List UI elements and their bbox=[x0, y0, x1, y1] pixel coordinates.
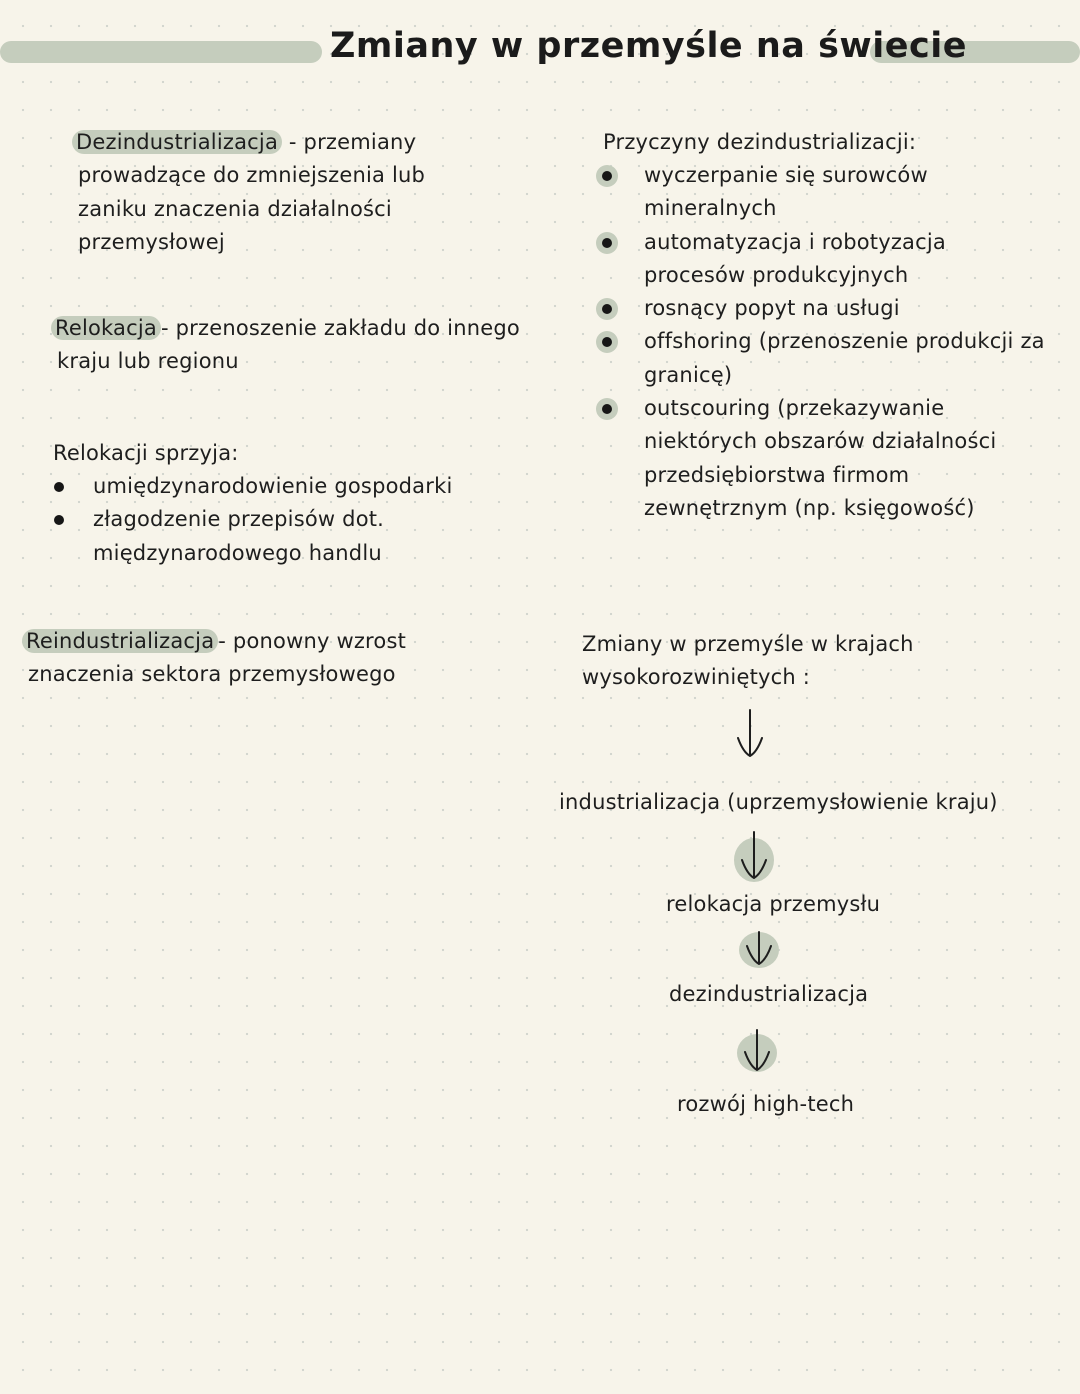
flow-step-high-tech: rozwój high-tech bbox=[677, 1092, 855, 1116]
list-item-text: rosnący popyt na usługi bbox=[644, 296, 900, 321]
relocation-factors-heading: Relokacji sprzyja: bbox=[53, 441, 239, 465]
list-item-text: offshoring (przenoszenie produkcji za bbox=[644, 329, 1045, 354]
list-item-text: outscouring (przekazywanie bbox=[644, 396, 945, 421]
list-item-text: międzynarodowego handlu bbox=[93, 540, 382, 565]
bullet-icon bbox=[602, 171, 612, 181]
down-arrow-icon bbox=[740, 1028, 774, 1074]
definition-line: zaniku znaczenia działalności bbox=[78, 196, 392, 221]
flow-step-relocation: relokacja przemysłu bbox=[666, 892, 881, 916]
flow-heading-line: Zmiany w przemyśle w krajach bbox=[582, 632, 914, 656]
relocation-definition bbox=[57, 312, 520, 379]
list-item bbox=[644, 325, 1045, 392]
deindustrialization-definition bbox=[78, 126, 425, 259]
list-item bbox=[644, 159, 1045, 226]
bullet-icon bbox=[602, 404, 612, 414]
list-item-text: umiędzynarodowienie gospodarki bbox=[93, 474, 453, 498]
flow-step-industrialization: industrializacja (uprzemysłowienie kraju) bbox=[559, 790, 998, 814]
causes-heading: Przyczyny dezindustrializacji: bbox=[603, 130, 917, 154]
list-item-text: zewnętrznym (np. księgowość) bbox=[644, 495, 975, 520]
definition-line: kraju lub regionu bbox=[57, 349, 239, 374]
definition-line bbox=[28, 625, 406, 658]
list-item-text: mineralnych bbox=[644, 196, 777, 221]
list-item-text: złagodzenie przepisów dot. bbox=[93, 507, 385, 532]
list-item-text: granicę) bbox=[644, 362, 733, 387]
list-item bbox=[644, 226, 1045, 293]
definition-line bbox=[78, 126, 425, 159]
relocation-term: Relokacja bbox=[51, 316, 161, 340]
down-arrow-icon bbox=[737, 830, 771, 882]
list-item-text: automatyzacja i robotyzacja bbox=[644, 229, 946, 254]
down-arrow-icon bbox=[733, 708, 767, 760]
deindustrialization-term: Dezindustrializacja bbox=[72, 130, 282, 154]
reindustrialization-term: Reindustrializacja bbox=[22, 629, 218, 653]
bullet-icon bbox=[602, 337, 612, 347]
list-item bbox=[93, 470, 452, 503]
list-item bbox=[644, 392, 1045, 525]
definition-text: - przenoszenie zakładu do innego bbox=[160, 316, 520, 340]
definition-line: przemysłowej bbox=[78, 229, 225, 254]
list-item-text: wyczerpanie się surowców bbox=[644, 163, 928, 187]
page-title: Zmiany w przemyśle na świecie bbox=[330, 26, 967, 66]
list-item-text: niektórych obszarów działalności bbox=[644, 429, 997, 454]
definition-line: znaczenia sektora przemysłowego bbox=[28, 662, 396, 687]
flow-heading-line: wysokorozwiniętych : bbox=[582, 665, 811, 690]
list-item bbox=[93, 503, 452, 570]
list-item-text: procesów produkcyjnych bbox=[644, 262, 909, 287]
bullet-icon bbox=[602, 238, 612, 248]
definition-line bbox=[57, 312, 520, 345]
list-item bbox=[644, 292, 1045, 325]
title-bar-left bbox=[0, 41, 322, 63]
causes-list bbox=[644, 159, 1045, 525]
list-item-text: przedsiębiorstwa firmom bbox=[644, 462, 910, 487]
flow-step-deindustrialization: dezindustrializacja bbox=[669, 982, 869, 1006]
flow-heading bbox=[582, 628, 914, 695]
definition-text: - ponowny wzrost bbox=[218, 629, 407, 653]
reindustrialization-definition bbox=[28, 625, 406, 692]
relocation-factors bbox=[53, 437, 239, 470]
down-arrow-icon bbox=[742, 930, 776, 968]
definition-text: - przemiany bbox=[282, 130, 417, 154]
relocation-factors-list bbox=[93, 470, 452, 570]
bullet-icon bbox=[54, 515, 64, 525]
definition-line: prowadzące do zmniejszenia lub bbox=[78, 163, 426, 188]
bullet-icon bbox=[54, 482, 64, 492]
bullet-icon bbox=[602, 304, 612, 314]
